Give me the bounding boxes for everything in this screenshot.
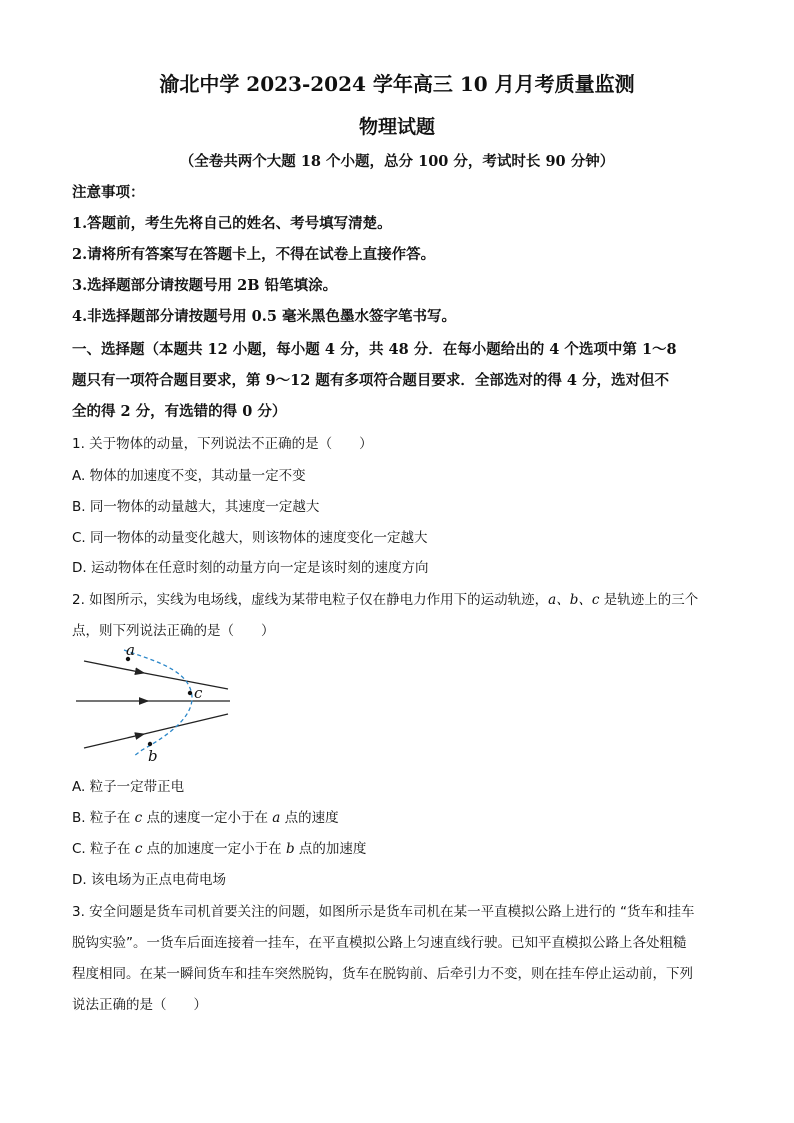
field-line-bottom xyxy=(142,714,228,735)
question-3-stem: 说法正确的是（ ） xyxy=(72,997,207,1013)
note-item: 1.答题前，考生先将自己的姓名、考号填写清楚。 xyxy=(72,215,392,232)
notes-heading: 注意事项： xyxy=(72,184,145,201)
question-3-stem: 脱钩实验”。一货车后面连接着一挂车，在平直模拟公路上匀速直线行驶。已知平直模拟公路上各处粗糙 xyxy=(72,935,687,951)
question-3-stem: 3. 安全问题是货车司机首要关注的问题，如图所示是货车司机在某一平直模拟公路上进行的 “货车和挂车 xyxy=(72,904,695,920)
point-a-label: a xyxy=(126,646,135,659)
question-2-option-b: B. 粒子在 c 点的速度一定小于在 a 点的速度 xyxy=(72,810,339,826)
question-1-option-c: C. 同一物体的动量变化越大，则该物体的速度变化一定越大 xyxy=(72,530,428,546)
field-line-top xyxy=(142,673,228,689)
section-instructions: 题只有一项符合题目要求，第 9～12 题有多项符合题目要求．全部选对的得 4 分，选对但不 xyxy=(72,372,670,389)
point-c-label: c xyxy=(194,684,203,702)
field-line-bottom xyxy=(84,734,144,748)
question-1-option-b: B. 同一物体的动量越大，其速度一定越大 xyxy=(72,499,320,515)
question-2-stem-line2: 点，则下列说法正确的是（ ） xyxy=(72,623,275,639)
question-3-stem: 程度相同。在某一瞬间货车和挂车突然脱钩，货车在脱钩前、后牵引力不变，则在挂车停止运动前，下列 xyxy=(72,966,693,982)
note-item: 2.请将所有答案写在答题卡上，不得在试卷上直接作答。 xyxy=(72,246,436,263)
question-1-option-d: D. 运动物体在任意时刻的动量方向一定是该时刻的速度方向 xyxy=(72,560,429,576)
section-instructions: 一、选择题（本题共 12 小题，每小题 4 分，共 48 分．在每小题给出的 4 个选项中第 1～8 xyxy=(72,341,677,358)
question-1-option-a: A. 物体的加速度不变，其动量一定不变 xyxy=(72,468,306,484)
question-2-option-c: C. 粒子在 c 点的加速度一定小于在 b 点的加速度 xyxy=(72,841,367,857)
question-2-option-a: A. 粒子一定带正电 xyxy=(72,779,185,795)
question-1-stem: 1. 关于物体的动量，下列说法不正确的是（ ） xyxy=(72,436,373,452)
electric-field-diagram xyxy=(72,646,242,766)
particle-trajectory xyxy=(124,650,192,756)
note-item: 4.非选择题部分请按题号用 0.5 毫米黑色墨水签字笔书写。 xyxy=(72,308,456,325)
exam-title: 渝北中学 2023-2024 学年高三 10 月月考质量监测 xyxy=(159,72,635,96)
section-instructions: 全的得 2 分，有选错的得 0 分） xyxy=(72,403,287,420)
question-2-option-d: D. 该电场为正点电荷电场 xyxy=(72,872,226,888)
note-item: 3.选择题部分请按题号用 2B 铅笔填涂。 xyxy=(72,277,338,294)
point-c-dot xyxy=(188,691,192,695)
point-b-label: b xyxy=(148,747,158,765)
exam-info: （全卷共两个大题 18 个小题，总分 100 分，考试时长 90 分钟） xyxy=(179,153,615,170)
point-variables: a、b、c xyxy=(548,592,600,608)
question-2-stem-line1: 2. 如图所示，实线为电场线，虚线为某带电粒子仅在静电力作用下的运动轨迹，a、b、c 是轨迹上的三个 xyxy=(72,592,699,608)
field-line-top xyxy=(84,661,144,673)
point-b-dot xyxy=(148,742,152,746)
exam-subject: 物理试题 xyxy=(358,116,435,138)
